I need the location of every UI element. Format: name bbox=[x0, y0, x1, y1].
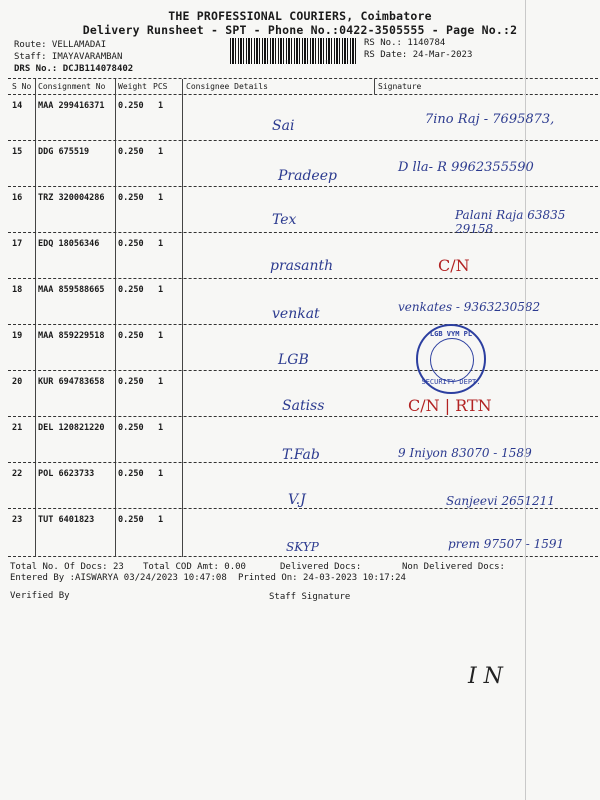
row-divider bbox=[8, 186, 598, 187]
consignee-handwritten: Sai bbox=[272, 118, 295, 134]
col-header-weight: Weight bbox=[118, 82, 147, 91]
col-sep-2 bbox=[115, 79, 116, 557]
drs-label: DRS No.: DCJB114078402 bbox=[14, 64, 134, 74]
runsheet-subtitle: Delivery Runsheet - SPT - Phone No.:0422-3505555 - Page No.:2 bbox=[82, 23, 518, 37]
row-pcs: 1 bbox=[158, 331, 164, 341]
row-pcs: 1 bbox=[158, 147, 164, 157]
signature-handwritten: 7ino Raj - 7695873, bbox=[425, 112, 555, 127]
row-consignment: DEL 120821220 bbox=[38, 423, 105, 433]
row-pcs: 1 bbox=[158, 239, 164, 249]
row-consignment: DDG 675519 bbox=[38, 147, 90, 157]
row-pcs: 1 bbox=[158, 285, 164, 295]
row-pcs: 1 bbox=[158, 515, 164, 525]
row-sno: 18 bbox=[12, 285, 23, 295]
row-consignment: TUT 6401823 bbox=[38, 515, 95, 525]
row-weight: 0.250 bbox=[118, 193, 144, 203]
row-sno: 20 bbox=[12, 377, 23, 387]
row-divider bbox=[8, 232, 598, 233]
row-weight: 0.250 bbox=[118, 147, 144, 157]
row-divider bbox=[8, 508, 598, 509]
row-weight: 0.250 bbox=[118, 331, 144, 341]
consignee-handwritten: venkat bbox=[272, 306, 320, 322]
signature-handwritten: D lla- R 9962355590 bbox=[398, 160, 534, 175]
row-divider bbox=[8, 370, 598, 371]
col-sep-4 bbox=[374, 79, 375, 94]
col-sep-1 bbox=[35, 79, 36, 557]
row-sno: 22 bbox=[12, 469, 23, 479]
row-divider bbox=[8, 416, 598, 417]
row-pcs: 1 bbox=[158, 423, 164, 433]
signature-handwritten: prem 97507 - 1591 bbox=[448, 537, 565, 551]
header-bottom-rule bbox=[8, 94, 598, 95]
consignee-handwritten: T.Fab bbox=[282, 447, 320, 463]
non-delivered-docs: Non Delivered Docs: bbox=[402, 562, 505, 572]
header-top-rule bbox=[8, 78, 598, 79]
row-sno: 15 bbox=[12, 147, 23, 157]
col-header-consignment: Consignment No bbox=[38, 82, 106, 91]
security-stamp bbox=[416, 324, 486, 394]
stamp-text-top: LGB VYM PL bbox=[429, 330, 473, 338]
row-divider bbox=[8, 140, 598, 141]
rs-date: RS Date: 24-Mar-2023 bbox=[364, 50, 473, 60]
staff-signature: Staff Signature bbox=[269, 592, 351, 602]
consignee-handwritten: Pradeep bbox=[278, 168, 337, 184]
consignee-handwritten: Tex bbox=[272, 212, 297, 228]
delivered-docs: Delivered Docs: bbox=[280, 562, 362, 572]
col-header-sno: S No bbox=[12, 82, 32, 91]
row-divider bbox=[8, 462, 598, 463]
signature-handwritten: Sanjeevi 2651211 bbox=[446, 494, 555, 508]
row-weight: 0.250 bbox=[118, 377, 144, 387]
col-header-signature: Signature bbox=[378, 82, 422, 91]
route-label: Route: VELLAMADAI bbox=[14, 40, 107, 50]
consignee-handwritten: Satiss bbox=[282, 398, 325, 414]
row-consignment: POL 6623733 bbox=[38, 469, 95, 479]
stamp-inner-ring bbox=[430, 338, 474, 382]
signature-handwritten: Palani Raja 63835 29158 bbox=[455, 208, 566, 236]
row-sno: 21 bbox=[12, 423, 23, 433]
row-divider bbox=[8, 278, 598, 279]
row-weight: 0.250 bbox=[118, 239, 144, 249]
row-consignment: KUR 694783658 bbox=[38, 377, 105, 387]
total-docs: Total No. Of Docs: 23 bbox=[10, 562, 124, 572]
row-pcs: 1 bbox=[158, 193, 164, 203]
row-weight: 0.250 bbox=[118, 515, 144, 525]
company-title: THE PROFESSIONAL COURIERS, Coimbatore bbox=[168, 9, 432, 23]
entered-by: Entered By :AISWARYA 03/24/2023 10:47:08 bbox=[10, 573, 227, 583]
rs-number: RS No.: 1140784 bbox=[364, 38, 446, 48]
row-sno: 17 bbox=[12, 239, 23, 249]
page-edge-line bbox=[525, 0, 526, 800]
barcode bbox=[230, 38, 358, 64]
consignee-handwritten: prasanth bbox=[270, 258, 334, 274]
signature-handwritten: 9 Iniyon 83070 - 1589 bbox=[398, 446, 532, 460]
row-pcs: 1 bbox=[158, 101, 164, 111]
printed-on: Printed On: 24-03-2023 10:17:24 bbox=[238, 573, 406, 583]
total-cod: Total COD Amt: 0.00 bbox=[143, 562, 246, 572]
row-sno: 14 bbox=[12, 101, 23, 111]
handwritten-page-mark: I N bbox=[468, 664, 503, 689]
row-weight: 0.250 bbox=[118, 101, 144, 111]
row-consignment: MAA 859229518 bbox=[38, 331, 105, 341]
row-consignment: MAA 299416371 bbox=[38, 101, 105, 111]
col-header-pcs: PCS bbox=[153, 82, 168, 91]
row-pcs: 1 bbox=[158, 377, 164, 387]
row-weight: 0.250 bbox=[118, 285, 144, 295]
row-consignment: TRZ 320004286 bbox=[38, 193, 105, 203]
col-header-consignee: Consignee Details bbox=[186, 82, 268, 91]
stamp-text-bottom: SECURITY DEPT. bbox=[421, 378, 481, 386]
row-sno: 19 bbox=[12, 331, 23, 341]
staff-label: Staff: IMAYAVARAMBAN bbox=[14, 52, 123, 62]
row-pcs: 1 bbox=[158, 469, 164, 479]
row-divider bbox=[8, 324, 598, 325]
signature-handwritten: venkates - 9363230582 bbox=[398, 300, 541, 314]
col-sep-3 bbox=[182, 79, 183, 557]
signature-handwritten: C/N | RTN bbox=[408, 396, 492, 415]
row-sno: 23 bbox=[12, 515, 23, 525]
table-bottom-rule bbox=[8, 556, 598, 557]
consignee-handwritten: V.J bbox=[288, 492, 306, 508]
row-consignment: MAA 859588665 bbox=[38, 285, 105, 295]
row-weight: 0.250 bbox=[118, 423, 144, 433]
row-weight: 0.250 bbox=[118, 469, 144, 479]
consignee-handwritten: SKYP bbox=[286, 540, 319, 554]
signature-handwritten: C/N bbox=[438, 256, 470, 275]
row-sno: 16 bbox=[12, 193, 23, 203]
consignee-handwritten: LGB bbox=[278, 352, 309, 368]
verified-by: Verified By bbox=[10, 591, 70, 601]
row-consignment: EDQ 18056346 bbox=[38, 239, 100, 249]
